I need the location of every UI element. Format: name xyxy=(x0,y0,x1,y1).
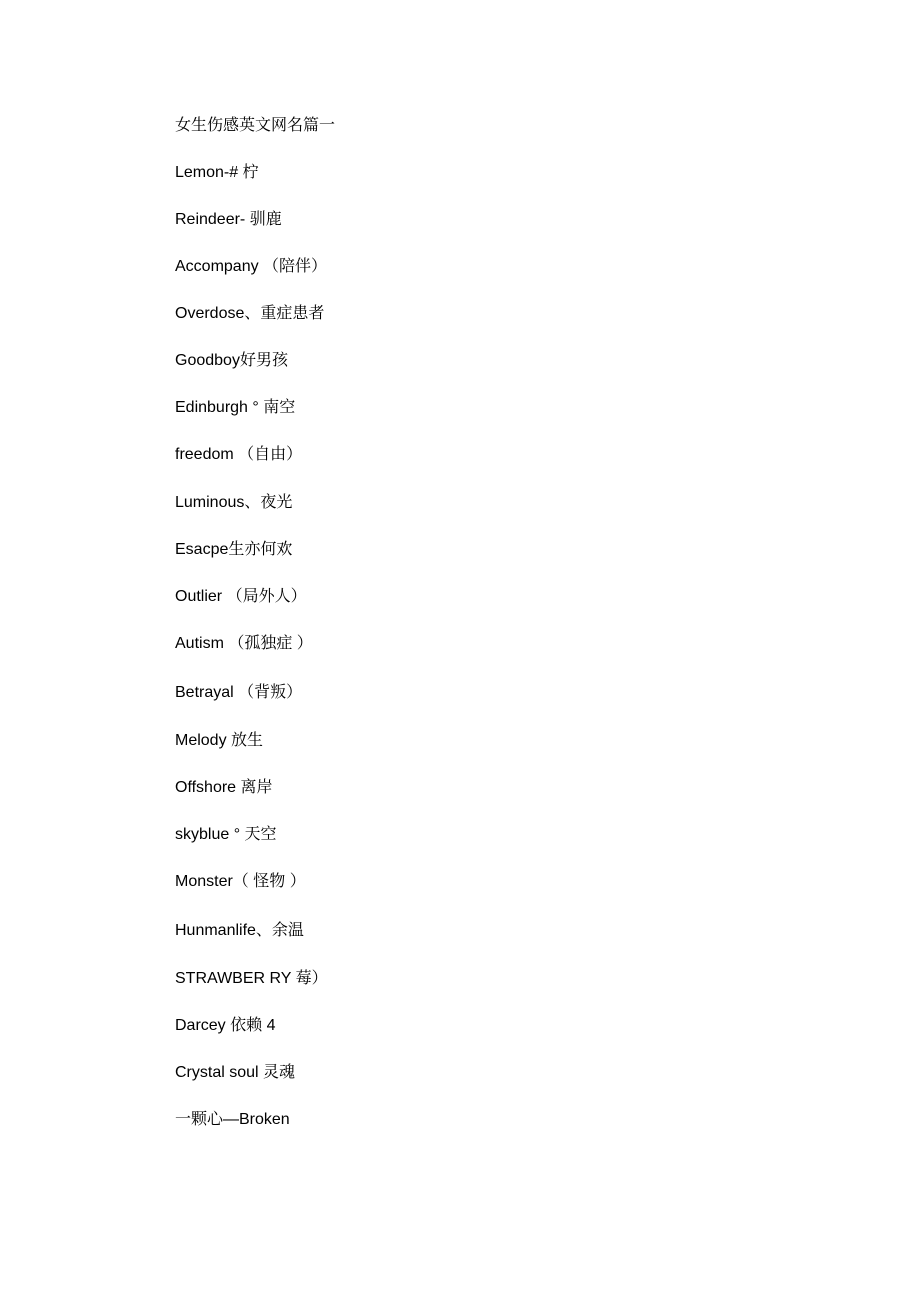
document-title: 女生伤感英文网名篇一 xyxy=(175,115,336,134)
list-item: STRAWBER RY 莓） xyxy=(175,970,328,987)
list-item: Reindeer- 驯鹿 xyxy=(175,211,282,228)
list-item: Monster（ 怪物 ） xyxy=(175,873,306,890)
list-item: Hunmanlife、余温 xyxy=(175,922,304,939)
list-item: Accompany （陪伴） xyxy=(175,258,328,275)
list-item: Autism （孤独症 ） xyxy=(175,635,313,652)
list-item: Goodboy好男孩 xyxy=(175,352,288,369)
list-item: 一颗心—Broken xyxy=(175,1111,290,1128)
list-item: skyblue ° 天空 xyxy=(175,826,277,843)
list-item: Betrayal （背叛） xyxy=(175,684,303,701)
list-item: Overdose、重症患者 xyxy=(175,305,325,322)
list-item: Offshore 离岸 xyxy=(175,779,273,796)
list-item: Edinburgh ° 南空 xyxy=(175,399,296,416)
list-item: Outlier （局外人） xyxy=(175,588,307,605)
list-item: freedom （自由） xyxy=(175,446,303,463)
list-item: Crystal soul 灵魂 xyxy=(175,1064,296,1081)
list-item: Melody 放生 xyxy=(175,732,264,749)
list-item: Lemon-# 柠 xyxy=(175,164,259,181)
list-item: Esacpe生亦何欢 xyxy=(175,541,293,558)
list-item: Darcey 依赖 4 xyxy=(175,1017,276,1034)
list-item: Luminous、夜光 xyxy=(175,494,293,511)
